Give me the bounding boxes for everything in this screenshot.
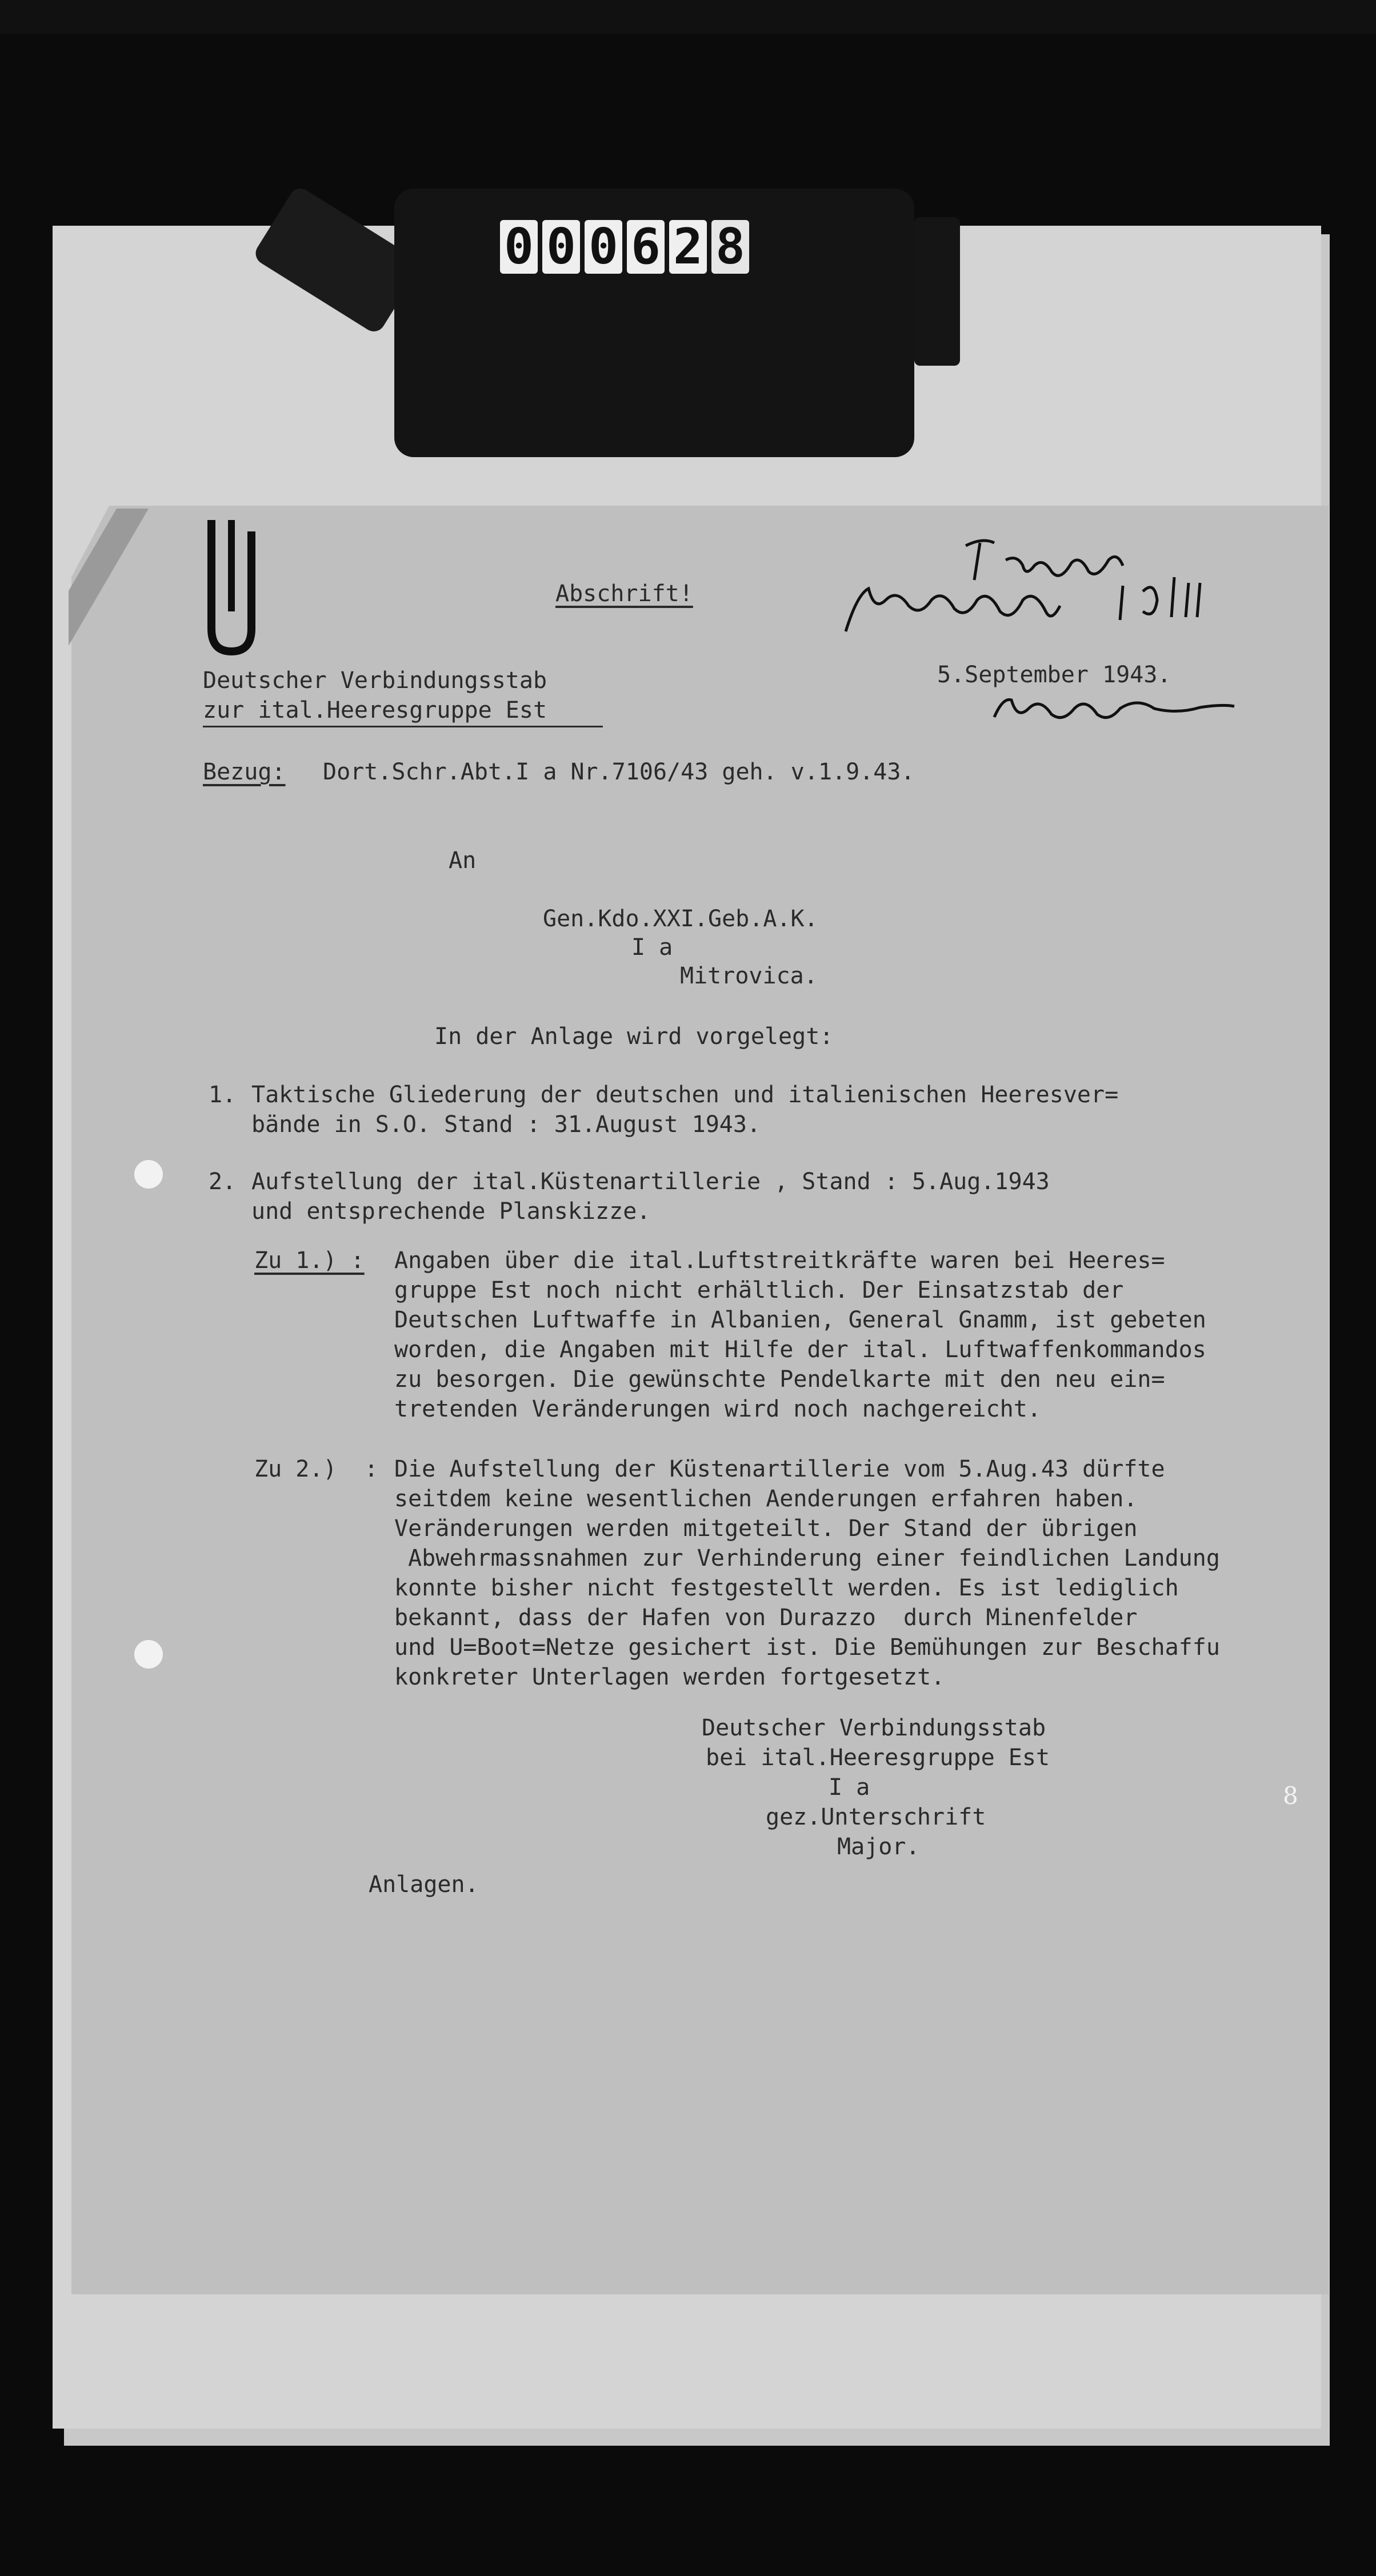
paperclip-icon bbox=[200, 514, 269, 663]
closing-line-4: gez.Unterschrift bbox=[766, 1804, 986, 1830]
bezug-text: Dort.Schr.Abt.I a Nr.7106/43 geh. v.1.9.43. bbox=[323, 759, 915, 785]
counter-digits bbox=[500, 220, 749, 274]
zu2-line: seitdem keine wesentlichen Aenderungen erfahren haben. bbox=[394, 1486, 1138, 1512]
punch-hole bbox=[134, 1160, 163, 1189]
counter-digit: 0 bbox=[585, 220, 622, 274]
zu2-line: konnte bisher nicht festgestellt werden. Es ist lediglich bbox=[394, 1575, 1179, 1601]
item-2-line-2: und entsprechende Planskizze. bbox=[251, 1198, 651, 1225]
bezug-label: Bezug: bbox=[203, 759, 286, 785]
item-1-line-1: Taktische Gliederung der deutschen und italienischen Heeresver= bbox=[251, 1082, 1119, 1108]
sender-line-1: Deutscher Verbindungsstab bbox=[203, 667, 547, 694]
counter-digit: 2 bbox=[669, 220, 707, 274]
closing-line-2: bei ital.Heeresgruppe Est bbox=[706, 1745, 1050, 1771]
counter-digit: 0 bbox=[500, 220, 538, 274]
address-line-3: Mitrovica. bbox=[680, 963, 818, 989]
closing-line-3: I a bbox=[829, 1774, 870, 1801]
counter-digit: 8 bbox=[711, 220, 749, 274]
counter-digit: 6 bbox=[627, 220, 665, 274]
zu1-line: worden, die Angaben mit Hilfe der ital. Luftwaffenkommandos bbox=[394, 1337, 1206, 1363]
zu2-line: Abwehrmassnahmen zur Verhinderung einer feindlichen Landung bbox=[394, 1545, 1220, 1571]
item-1-line-2: bände in S.O. Stand : 31.August 1943. bbox=[251, 1111, 761, 1138]
zu1-label: Zu 1.) : bbox=[254, 1247, 365, 1274]
closing-line-1: Deutscher Verbindungsstab bbox=[702, 1715, 1046, 1741]
item-2-line-1: Aufstellung der ital.Küstenartillerie , Stand : 5.Aug.1943 bbox=[251, 1169, 1050, 1195]
sender-line-2: zur ital.Heeresgruppe Est bbox=[203, 697, 547, 723]
zu1-line: Deutschen Luftwaffe in Albanien, General Gnamm, ist gebeten bbox=[394, 1307, 1206, 1333]
zu2-line: bekannt, dass der Hafen von Durazzo durch Minenfelder bbox=[394, 1605, 1138, 1631]
item-2-number: 2. bbox=[209, 1169, 237, 1195]
document-title: Abschrift! bbox=[555, 581, 693, 607]
intro-line: In der Anlage wird vorgelegt: bbox=[434, 1023, 834, 1050]
counter-knob bbox=[914, 217, 960, 366]
punch-hole bbox=[134, 1640, 163, 1669]
addressee-prefix: An bbox=[449, 847, 477, 874]
film-edge bbox=[0, 0, 1376, 34]
zu2-line: konkreter Unterlagen werden fortgesetzt. bbox=[394, 1664, 945, 1690]
zu2-line: Die Aufstellung der Küstenartillerie vom 5.Aug.43 dürfte bbox=[394, 1456, 1165, 1482]
zu1-line: tretenden Veränderungen wird noch nachgereicht. bbox=[394, 1396, 1041, 1422]
zu1-line: Angaben über die ital.Luftstreitkräfte waren bei Heeres= bbox=[394, 1247, 1165, 1274]
address-line-2: I a bbox=[631, 934, 673, 961]
counter-digit: 0 bbox=[542, 220, 580, 274]
attachments-label: Anlagen. bbox=[369, 1871, 479, 1898]
zu1-line: gruppe Est noch nicht erhältlich. Der Einsatzstab der bbox=[394, 1277, 1124, 1303]
handwritten-annotation bbox=[834, 526, 1246, 754]
item-1-number: 1. bbox=[209, 1082, 237, 1108]
zu2-label: Zu 2.) : bbox=[254, 1456, 378, 1482]
sender-underline bbox=[203, 726, 603, 727]
zu2-line: und U=Boot=Netze gesichert ist. Die Bemühungen zur Beschaffu bbox=[394, 1634, 1220, 1661]
closing-line-5: Major. bbox=[837, 1834, 920, 1860]
page-mark: 8 bbox=[1283, 1782, 1298, 1810]
zu1-line: zu besorgen. Die gewünschte Pendelkarte mit den neu ein= bbox=[394, 1366, 1165, 1393]
letter-date: 5.September 1943. bbox=[937, 662, 1171, 688]
address-line-1: Gen.Kdo.XXI.Geb.A.K. bbox=[543, 906, 818, 932]
zu2-line: Veränderungen werden mitgeteilt. Der Stand der übrigen bbox=[394, 1515, 1138, 1542]
